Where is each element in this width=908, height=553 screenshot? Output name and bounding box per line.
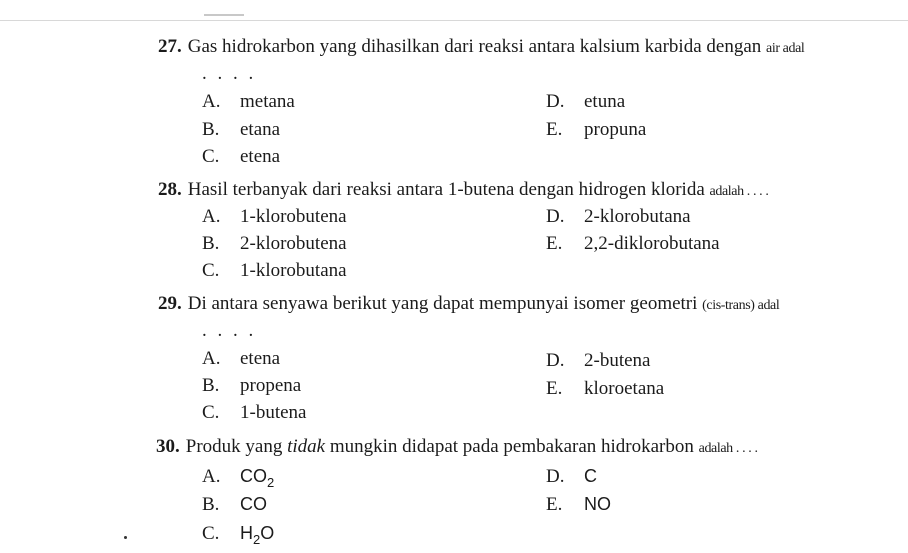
option-letter: C.	[202, 402, 220, 423]
option-e[interactable]	[546, 118, 646, 142]
option-letter: D.	[546, 466, 565, 487]
option-e[interactable]	[546, 232, 720, 256]
option-letter: B.	[202, 375, 220, 396]
option-letter: A.	[202, 206, 221, 227]
option-letter: E.	[546, 233, 563, 254]
stem-text: Hasil terbanyak dari reaksi antara 1-butena dengan hidrogen klorida	[187, 179, 710, 200]
question-27	[158, 34, 882, 86]
option-d[interactable]	[546, 464, 597, 489]
option-letter: D.	[546, 206, 565, 227]
option-b[interactable]	[202, 232, 347, 256]
option-c[interactable]	[202, 521, 274, 546]
stem-tail: air adal	[766, 41, 805, 56]
stem-text: Produk yang	[185, 436, 288, 457]
option-letter: E.	[546, 119, 563, 140]
stem-tail: adalah . . . .	[698, 441, 758, 456]
question-stem	[158, 177, 882, 205]
option-text: 1-klorobutena	[240, 206, 347, 227]
option-b[interactable]	[202, 492, 267, 517]
option-letter: B.	[202, 494, 220, 515]
question-number: 27.	[158, 36, 182, 57]
question-number: 29.	[158, 293, 182, 314]
option-letter: A.	[202, 91, 221, 112]
option-letter: C.	[202, 523, 220, 544]
option-letter: E.	[546, 378, 563, 399]
option-letter: A.	[202, 466, 221, 487]
formula-subscript: 2	[267, 475, 275, 490]
stem-text-continued: mungkin didapat pada pembakaran hidrokarbon	[325, 436, 699, 457]
option-letter: A.	[202, 348, 221, 369]
option-text: C	[584, 466, 597, 486]
stem-text: Di antara senyawa berikut yang dapat mempunyai isomer geometri	[187, 293, 703, 314]
option-letter: E.	[546, 494, 563, 515]
option-a[interactable]	[202, 347, 280, 371]
answer-blank: . . . .	[202, 63, 257, 84]
option-text: propena	[240, 375, 302, 396]
option-c[interactable]	[202, 145, 280, 169]
formula-subscript: 2	[253, 532, 261, 547]
option-text: 2,2-diklorobutana	[584, 233, 720, 254]
option-text: etena	[240, 146, 281, 167]
question-number: 30.	[156, 436, 180, 457]
formula-after: O	[260, 523, 275, 543]
option-text: NO	[584, 494, 611, 514]
option-a[interactable]	[202, 464, 274, 489]
option-e[interactable]	[546, 492, 611, 517]
question-stem	[158, 34, 882, 62]
option-letter: C.	[202, 260, 220, 281]
option-text: 2-klorobutena	[240, 233, 347, 254]
option-letter: B.	[202, 233, 220, 254]
stem-text: Gas hidrokarbon yang dihasilkan dari reaksi antara kalsium karbida dengan	[187, 36, 767, 57]
option-a[interactable]	[202, 90, 295, 114]
option-text: 1-klorobutana	[240, 260, 347, 281]
option-b[interactable]	[202, 374, 301, 398]
option-letter: B.	[202, 119, 220, 140]
scan-speck	[124, 536, 127, 539]
question-stem	[156, 434, 880, 462]
formula-base: CO	[240, 466, 267, 486]
option-text: propuna	[584, 119, 647, 140]
question-stem	[158, 291, 882, 319]
option-text: etuna	[584, 91, 626, 112]
option-letter: D.	[546, 350, 565, 371]
option-c[interactable]	[202, 401, 306, 425]
question-28	[158, 177, 882, 205]
option-text: etana	[240, 119, 281, 140]
option-formula	[240, 466, 275, 490]
option-d[interactable]	[546, 90, 625, 114]
option-d[interactable]	[546, 205, 691, 229]
option-letter: C.	[202, 146, 220, 167]
option-text: 2-butena	[584, 350, 651, 371]
option-a[interactable]	[202, 205, 347, 229]
option-text: 2-klorobutana	[584, 206, 691, 227]
option-c[interactable]	[202, 259, 347, 283]
stem-emphasis: tidak	[287, 436, 326, 457]
answer-blank: . . . .	[202, 320, 257, 341]
option-text: CO	[240, 494, 267, 514]
option-text: metana	[240, 91, 295, 112]
stem-tail: (cis-trans) adal	[702, 298, 780, 313]
option-text: 1-butena	[240, 402, 307, 423]
stem-tail: adalah . . . .	[709, 184, 769, 199]
option-d[interactable]	[546, 349, 650, 373]
formula-base: H	[240, 523, 253, 543]
option-letter: D.	[546, 91, 565, 112]
question-number: 28.	[158, 179, 182, 200]
option-e[interactable]	[546, 377, 664, 401]
option-b[interactable]	[202, 118, 280, 142]
question-29	[158, 291, 882, 343]
option-text: etena	[240, 348, 281, 369]
option-text: kloroetana	[584, 378, 665, 399]
option-formula	[240, 523, 275, 547]
question-30	[156, 434, 880, 462]
